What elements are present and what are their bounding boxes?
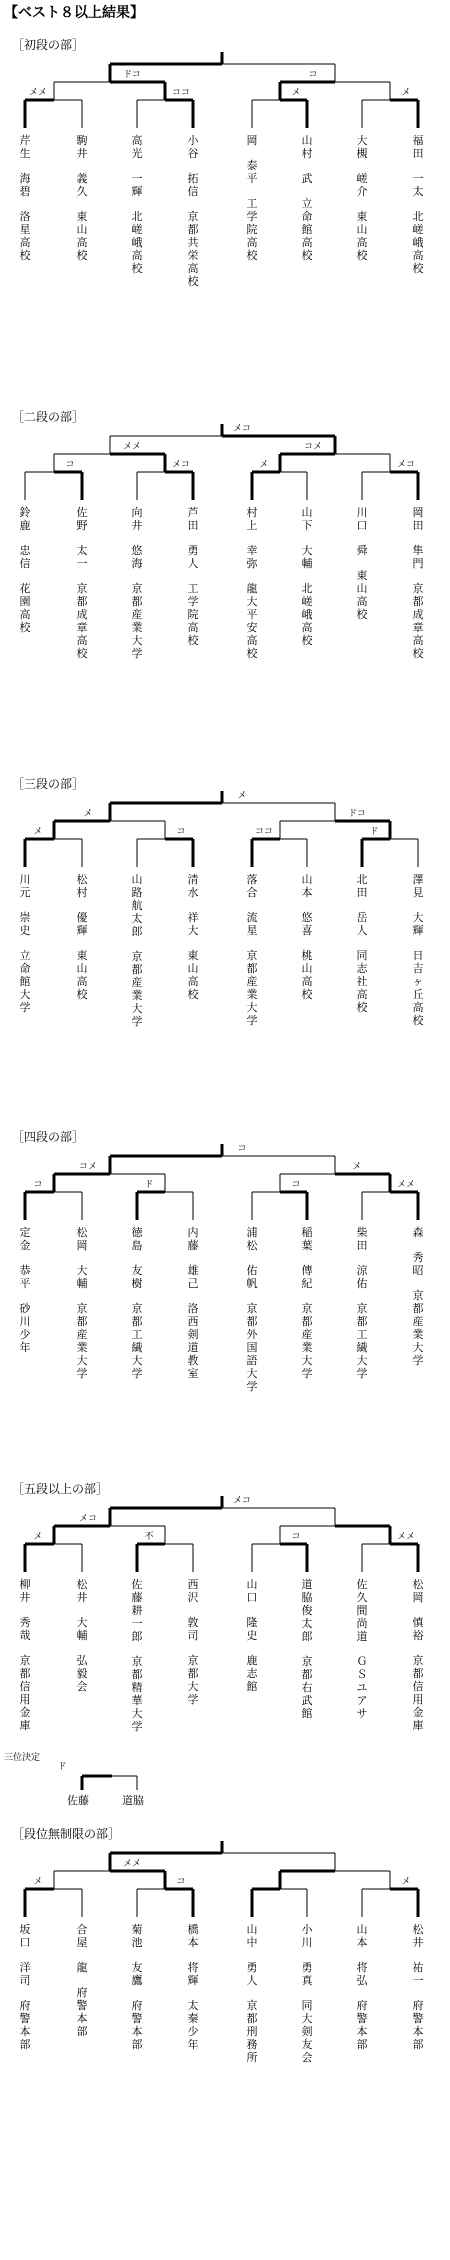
player-affiliation: 京都信用金庫	[19, 1654, 31, 1732]
player-given-name: 悠海	[131, 544, 143, 570]
player-entry	[186, 506, 200, 647]
player-surname: 芦田	[187, 506, 199, 532]
quarterfinal-result-mark: コ	[65, 460, 75, 470]
player-entry	[300, 506, 314, 647]
player-affiliation: 立命館高校	[301, 197, 313, 262]
player-affiliation: 東山高校	[356, 210, 368, 262]
player-entry	[75, 1226, 89, 1380]
quarterfinal-result-mark: メメ	[396, 1532, 416, 1542]
player-entry	[245, 1923, 259, 2064]
final-result-mark: メコ	[232, 424, 252, 434]
third-place-bracket	[0, 1750, 450, 1820]
player-surname: 橋本	[187, 1923, 199, 1949]
section-title: ［五段以上の部］	[12, 1482, 109, 1496]
player-surname: 鈴鹿	[19, 506, 31, 532]
bracket-lines	[0, 36, 450, 146]
player-entry	[18, 506, 32, 634]
player-affiliation: 弘毅会	[76, 1654, 88, 1693]
player-surname: 松井	[412, 1923, 424, 1949]
player-given-name: 舜	[356, 544, 368, 557]
player-surname: 小谷	[187, 134, 199, 160]
player-entry	[300, 134, 314, 262]
player-given-name: 秀哉	[19, 1616, 31, 1642]
player-affiliation: 立命館大学	[19, 949, 31, 1014]
third-place-loser: 道脇	[122, 1794, 144, 1807]
player-affiliation: 府警本部	[356, 1999, 368, 2051]
player-affiliation: 日吉ヶ丘高校	[412, 949, 424, 1027]
player-surname: 川口	[356, 506, 368, 532]
player-given-name: 恭平	[19, 1264, 31, 1290]
player-given-name: 将輝	[187, 1961, 199, 1987]
player-given-name: 拓信	[187, 172, 199, 198]
player-affiliation: 砂川少年	[19, 1302, 31, 1354]
player-affiliation: 同志社高校	[356, 949, 368, 1014]
third-place-result-mark: ド	[57, 1762, 67, 1772]
player-entry	[75, 1578, 89, 1693]
quarterfinal-result-mark: メ	[259, 460, 269, 470]
semifinal-result-mark: コメ	[303, 442, 323, 452]
player-surname: 山下	[301, 506, 313, 532]
player-entry	[355, 506, 369, 621]
player-affiliation: 洛西剣道教室	[187, 1302, 199, 1380]
quarterfinal-result-mark: メ	[33, 827, 43, 837]
player-given-name: 義久	[76, 172, 88, 198]
player-surname: 山中	[246, 1923, 258, 1949]
player-affiliation: 府警本部	[131, 1999, 143, 2051]
player-affiliation: 北嵯峨高校	[301, 582, 313, 647]
player-surname: 岡田	[412, 506, 424, 532]
quarterfinal-result-mark: コ	[176, 827, 186, 837]
player-affiliation: 京都産業大学	[131, 582, 143, 660]
quarterfinal-result-mark: メ	[401, 88, 411, 98]
player-affiliation: ＧＳユアサ	[356, 1655, 368, 1720]
player-given-name: 一輝	[131, 172, 143, 198]
player-surname: 澤見	[412, 873, 424, 899]
final-result-mark: メ	[237, 791, 247, 801]
player-affiliation: 東山高校	[356, 569, 368, 621]
player-affiliation: 洛星高校	[19, 210, 31, 262]
player-entry	[18, 1923, 32, 2051]
player-given-name: 涼佑	[356, 1264, 368, 1290]
player-affiliation: 京都成章高校	[412, 582, 424, 660]
quarterfinal-result-mark: コ	[291, 1180, 301, 1190]
bracket-section	[0, 1825, 450, 2145]
player-affiliation: 鹿志館	[246, 1654, 258, 1693]
player-entry	[245, 1226, 259, 1393]
section-title: ［初段の部］	[12, 38, 85, 52]
quarterfinal-result-mark: メコ	[171, 460, 191, 470]
player-surname: 山口	[246, 1578, 258, 1604]
player-entry	[186, 1226, 200, 1380]
bracket-section	[0, 1128, 450, 1448]
player-entry	[186, 1923, 200, 2051]
bracket-section	[0, 775, 450, 1095]
player-affiliation: 東山高校	[76, 949, 88, 1001]
player-entry	[245, 134, 259, 262]
player-affiliation: 花園高校	[19, 582, 31, 634]
player-given-name: 雄己	[187, 1264, 199, 1290]
player-given-name: 大輝	[412, 911, 424, 937]
player-entry	[245, 506, 259, 660]
player-affiliation: 京都産業大学	[131, 950, 143, 1028]
player-given-name: 傳紀	[301, 1264, 313, 1290]
player-entry	[75, 506, 89, 660]
semifinal-result-mark: コ	[308, 70, 318, 80]
player-entry	[130, 1226, 144, 1380]
player-given-name: 幸弥	[246, 544, 258, 570]
player-given-name: 佑帆	[246, 1264, 258, 1290]
quarterfinal-result-mark: メ	[291, 88, 301, 98]
quarterfinal-result-mark: コ	[291, 1532, 301, 1542]
quarterfinal-result-mark: メ	[33, 1532, 43, 1542]
player-given-name: 忠信	[19, 544, 31, 570]
player-entry	[411, 134, 425, 275]
player-given-name: 隆史	[246, 1616, 258, 1642]
player-affiliation: 東山高校	[76, 210, 88, 262]
player-entry	[300, 1578, 314, 1720]
player-surname: 高光	[131, 134, 143, 160]
player-given-name: 隼門	[412, 544, 424, 570]
player-surname: 西沢	[187, 1578, 199, 1604]
player-given-name: 悠喜	[301, 911, 313, 937]
player-affiliation: 同大剣友会	[301, 1999, 313, 2064]
player-given-name: 海碧	[19, 172, 31, 198]
player-affiliation: 京都右武館	[301, 1655, 313, 1720]
player-affiliation: 太秦少年	[187, 1999, 199, 2051]
player-surname: 松井	[76, 1578, 88, 1604]
player-affiliation: 京都産業大学	[412, 1289, 424, 1367]
bracket-lines	[0, 1480, 450, 1590]
player-surname: 小川	[301, 1923, 313, 1949]
player-given-name: 流星	[246, 911, 258, 937]
player-affiliation: 龍大平安高校	[246, 582, 258, 660]
player-surname: 山村	[301, 134, 313, 160]
player-surname: 菊池	[131, 1923, 143, 1949]
player-affiliation: 京都産業大学	[76, 1302, 88, 1380]
player-affiliation: 京都信用金庫	[412, 1654, 424, 1732]
player-entry	[411, 506, 425, 660]
player-surname: 柳井	[19, 1578, 31, 1604]
player-entry	[130, 1578, 144, 1733]
semifinal-result-mark: メメ	[122, 1859, 142, 1869]
player-affiliation: 北嵯峨高校	[412, 210, 424, 275]
quarterfinal-result-mark: コ	[176, 1877, 186, 1887]
player-affiliation: 京都産業大学	[301, 1302, 313, 1380]
player-surname: 山路航太郎	[131, 873, 143, 938]
player-affiliation: 京都工繊大学	[356, 1302, 368, 1380]
player-entry	[130, 506, 144, 660]
player-affiliation: 府警本部	[76, 1986, 88, 2038]
player-given-name: 秀昭	[412, 1251, 424, 1277]
player-entry	[130, 1923, 144, 2051]
player-surname: 大槻	[356, 134, 368, 160]
player-affiliation: 工学院高校	[246, 197, 258, 262]
section-title: ［四段の部］	[12, 1130, 85, 1144]
semifinal-result-mark: メコ	[78, 1514, 98, 1524]
player-entry	[75, 134, 89, 262]
player-given-name: 龍	[76, 1961, 88, 1974]
quarterfinal-result-mark: メコ	[396, 460, 416, 470]
player-entry	[355, 1923, 369, 2051]
player-surname: 福田	[412, 134, 424, 160]
player-given-name: 崇史	[19, 911, 31, 937]
player-given-name: 大輔	[301, 544, 313, 570]
semifinal-result-mark: コメ	[78, 1162, 98, 1172]
player-surname: 村上	[246, 506, 258, 532]
player-surname: 清水	[187, 873, 199, 899]
player-entry	[300, 1923, 314, 2064]
player-entry	[411, 873, 425, 1027]
player-entry	[75, 1923, 89, 2038]
player-surname: 松岡	[412, 1578, 424, 1604]
player-affiliation: 府警本部	[412, 1999, 424, 2051]
bracket-lines	[0, 775, 450, 885]
player-entry	[411, 1578, 425, 1732]
player-surname: 道脇俊太郎	[301, 1578, 313, 1643]
quarterfinal-result-mark: メメ	[28, 88, 48, 98]
player-entry	[130, 134, 144, 275]
semifinal-result-mark: メ	[83, 809, 93, 819]
player-given-name: 友鷹	[131, 1961, 143, 1987]
player-surname: 合屋	[76, 1923, 88, 1949]
player-surname: 山本	[356, 1923, 368, 1949]
section-title: ［段位無制限の部］	[12, 1827, 121, 1841]
player-surname: 森	[412, 1226, 424, 1239]
player-given-name: 大輔	[76, 1616, 88, 1642]
player-surname: 稲葉	[301, 1226, 313, 1252]
player-given-name: 大輔	[76, 1264, 88, 1290]
player-affiliation: 北嵯峨高校	[131, 210, 143, 275]
player-entry	[186, 1578, 200, 1706]
quarterfinal-result-mark: ド	[144, 1180, 154, 1190]
player-entry	[18, 1226, 32, 1354]
quarterfinal-result-mark: ココ	[254, 827, 274, 837]
player-given-name: 一太	[412, 172, 424, 198]
player-given-name: 祥大	[187, 911, 199, 937]
player-entry	[245, 873, 259, 1027]
player-given-name: 勇人	[246, 1961, 258, 1987]
player-surname: 芹生	[19, 134, 31, 160]
semifinal-result-mark: メ	[352, 1162, 362, 1172]
player-surname: 落合	[246, 873, 258, 899]
player-surname: 山本	[301, 873, 313, 899]
quarterfinal-result-mark: メ	[401, 1877, 411, 1887]
player-given-name: 敦司	[187, 1616, 199, 1642]
quarterfinal-result-mark: メ	[33, 1877, 43, 1887]
player-entry	[186, 873, 200, 1001]
player-given-name: 将弘	[356, 1961, 368, 1987]
player-given-name: 武	[301, 172, 313, 185]
player-given-name: 太一	[76, 544, 88, 570]
player-surname: 北田	[356, 873, 368, 899]
third-place-match	[0, 1750, 450, 1820]
player-given-name: 泰平	[246, 159, 258, 185]
player-entry	[18, 873, 32, 1014]
player-affiliation: 京都産業大学	[246, 949, 258, 1027]
player-given-name: 岳人	[356, 911, 368, 937]
player-surname: 浦松	[246, 1226, 258, 1252]
player-surname: 坂口	[19, 1923, 31, 1949]
player-affiliation: 東山高校	[187, 949, 199, 1001]
final-result-mark: メコ	[232, 1496, 252, 1506]
player-affiliation: 京都刑務所	[246, 1999, 258, 2064]
player-surname: 松岡	[76, 1226, 88, 1252]
player-surname: 徳島	[131, 1226, 143, 1252]
bracket-section	[0, 36, 450, 356]
player-affiliation: 京都共栄高校	[187, 210, 199, 288]
quarterfinal-result-mark: ド	[369, 827, 379, 837]
quarterfinal-result-mark: コ	[33, 1180, 43, 1190]
player-entry	[300, 1226, 314, 1380]
player-affiliation: 京都工繊大学	[131, 1302, 143, 1380]
player-given-name: 優輝	[76, 911, 88, 937]
player-given-name: 勇真	[301, 1961, 313, 1987]
player-affiliation: 工学院高校	[187, 582, 199, 647]
bracket-section	[0, 408, 450, 728]
player-given-name: 嵯介	[356, 172, 368, 198]
player-entry	[300, 873, 314, 1001]
player-entry	[18, 134, 32, 262]
player-surname: 川元	[19, 873, 31, 899]
player-surname: 内藤	[187, 1226, 199, 1252]
player-affiliation: 京都成章高校	[76, 582, 88, 660]
section-title: ［三段の部］	[12, 777, 85, 791]
player-affiliation: 府警本部	[19, 1999, 31, 2051]
quarterfinal-result-mark: メメ	[396, 1180, 416, 1190]
player-entry	[75, 873, 89, 1001]
player-affiliation: 京都精華大学	[131, 1655, 143, 1733]
bracket-lines	[0, 1128, 450, 1238]
semifinal-result-mark: ドコ	[123, 70, 141, 80]
player-surname: 定金	[19, 1226, 31, 1252]
player-affiliation: 京都外国語大学	[246, 1302, 258, 1393]
third-place-winner: 佐藤	[67, 1794, 89, 1807]
semifinal-result-mark: メメ	[122, 442, 142, 452]
player-entry	[355, 1226, 369, 1380]
player-given-name: 祐一	[412, 1961, 424, 1987]
player-entry	[411, 1923, 425, 2051]
section-title: ［二段の部］	[12, 410, 85, 424]
player-entry	[18, 1578, 32, 1732]
player-entry	[355, 1578, 369, 1720]
player-given-name: 慎裕	[412, 1616, 424, 1642]
bracket-lines	[0, 1825, 450, 1935]
quarterfinal-result-mark: ココ	[171, 88, 191, 98]
player-affiliation: 桃山高校	[301, 949, 313, 1001]
player-given-name: 洋司	[19, 1961, 31, 1987]
player-affiliation: 京都大学	[187, 1654, 199, 1706]
player-entry	[186, 134, 200, 288]
player-surname: 佐藤耕一郎	[131, 1578, 143, 1643]
player-given-name: 勇人	[187, 544, 199, 570]
player-entry	[355, 873, 369, 1014]
player-entry	[355, 134, 369, 262]
quarterfinal-result-mark: 不	[144, 1532, 154, 1542]
final-result-mark: コ	[237, 1144, 247, 1154]
player-given-name: 友樹	[131, 1264, 143, 1290]
player-surname: 柴田	[356, 1226, 368, 1252]
player-surname: 向井	[131, 506, 143, 532]
player-surname: 佐野	[76, 506, 88, 532]
player-entry	[130, 873, 144, 1028]
player-surname: 松村	[76, 873, 88, 899]
player-entry	[411, 1226, 425, 1367]
semifinal-result-mark: ドコ	[348, 809, 366, 819]
page-title: 【ベスト８以上結果】	[4, 5, 144, 21]
player-entry	[245, 1578, 259, 1693]
player-surname: 岡	[246, 134, 258, 147]
third-place-title: 三位決定	[4, 1753, 41, 1763]
player-surname: 佐久間尚道	[356, 1578, 368, 1643]
player-surname: 駒井	[76, 134, 88, 160]
